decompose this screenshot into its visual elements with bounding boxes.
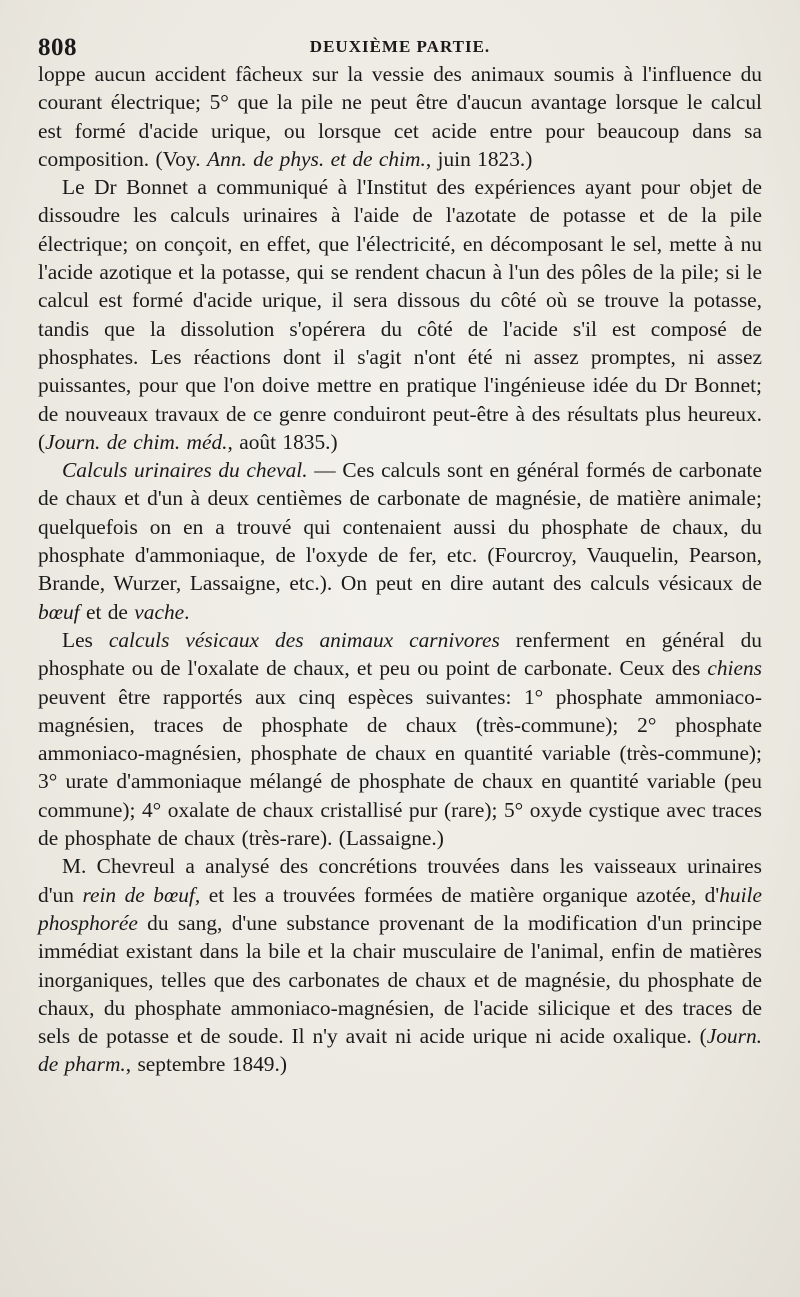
text-run: du sang, d'une substance provenant de la modification d'un principe immédiat existant dans la bile et la chair musculaire de l'animal, enfin de matières inorganiques, telles que des carbonates de chaux et de magnésie, du phosphate de chaux, du phosphate ammoniaco-magnésien, de l'acide silicique et des traces de sels de potasse et de soude. Il n'y avait ni acide urique ni acide oxalique. ( — [38, 910, 762, 1049]
page-header — [38, 30, 762, 60]
running-head: DEUXIÈME PARTIE. — [309, 37, 491, 56]
italic-text: rein de bœuf, — [82, 882, 201, 907]
paragraph — [38, 173, 762, 456]
text-run: , juin 1823.) — [425, 146, 533, 171]
paragraph — [38, 456, 762, 626]
text-run: , septembre 1849.) — [125, 1052, 287, 1077]
italic-text: Ann. de phys. et de chim. — [206, 146, 426, 171]
text-run: Le Dr Bonnet a communiqué à l'Institut des expériences ayant pour objet de dissoudre les calculs urinaires à l'aide de l'azotate de potasse et de la pile électrique; on conçoit, en effet, que l'électricité, en décomposant le sel, mette à nu l'acide azotique et la potasse, qui se rendent chacun à l'un des pôles de la pile; si le calcul est formé d'acide urique, il sera dissous du côté où se trouve la potasse, tandis que la dissolution s'opérera du côté de l'acide s'il est composé de phosphates. Les réactions dont il s'agit n'ont été ni assez promptes, ni assez puissantes, pour que l'on doive mettre en pratique l'ingénieuse idée du Dr Bonnet; de nouveaux travaux de ce genre conduiront peut-être à des résultats plus heureux. ( — [38, 175, 762, 454]
text-run: et les a trouvées formées de matière organique azotée, d' — [200, 882, 720, 907]
body-text — [38, 60, 762, 1079]
text-run: loppe aucun accident fâcheux sur la vessie des animaux soumis à l'influence du courant électrique; 5° que la pile ne peut être d'aucun avantage lorsque le calcul est formé d'acide urique, ou lorsque cet acide entre pour beaucoup dans sa composition. (Voy. — [38, 62, 762, 171]
paragraph — [38, 60, 762, 173]
paragraph — [38, 852, 762, 1078]
italic-text: chiens — [707, 656, 762, 681]
italic-text: vache — [134, 599, 185, 624]
text-run: et de — [79, 599, 135, 624]
page-number: 808 — [38, 34, 77, 61]
text-run: Les — [62, 627, 109, 652]
text-run: M. Chevreul a analysé des concrétions trouvées dans les vaisseaux urinaires d'un — [38, 854, 762, 907]
italic-text: Calculs urinaires du cheval. — [62, 458, 308, 483]
italic-text: calculs vésicaux des animaux carnivores — [108, 627, 500, 652]
text-run: renferment en général du phosphate ou de l'oxalate de chaux, et peu ou point de carbonate. Ceux des — [38, 627, 762, 681]
italic-text: bœuf — [38, 599, 80, 624]
text-run: . — [184, 599, 190, 624]
paragraph — [38, 626, 762, 852]
italic-text: Journ. de pharm. — [38, 1024, 762, 1077]
italic-text: huile phosphorée — [38, 882, 762, 935]
text-run: — Ces calculs sont en général formés de carbonate de chaux et d'un à deux centièmes de carbonate de magnésie, de matière animale; quelquefois on en a trouvé qui contenaient aussi du phosphate de chaux, du phosphate d'ammoniaque, de l'oxyde de fer, etc. (Fourcroy, Vauquelin, Pearson, Brande, Wurzer, Lassaigne, etc.). On peut en dire autant des calculs vésicaux de — [38, 458, 762, 596]
text-run: peuvent être rapportés aux cinq espèces suivantes: 1° phosphate ammoniaco-magnésien, traces de phosphate de chaux (très-commune); 2° phosphate ammoniaco-magnésien, phosphate de chaux en quantité variable (très-commune); 3° urate d'ammoniaque mélangé de phosphate de chaux en quantité variable (peu commune); 4° oxalate de chaux cristallisé pur (rare); 5° oxyde cystique avec traces de phosphate de chaux (très-rare). (Lassaigne.) — [38, 684, 762, 851]
italic-text: Journ. de chim. méd. — [45, 429, 228, 454]
text-run: , août 1835.) — [227, 429, 338, 454]
